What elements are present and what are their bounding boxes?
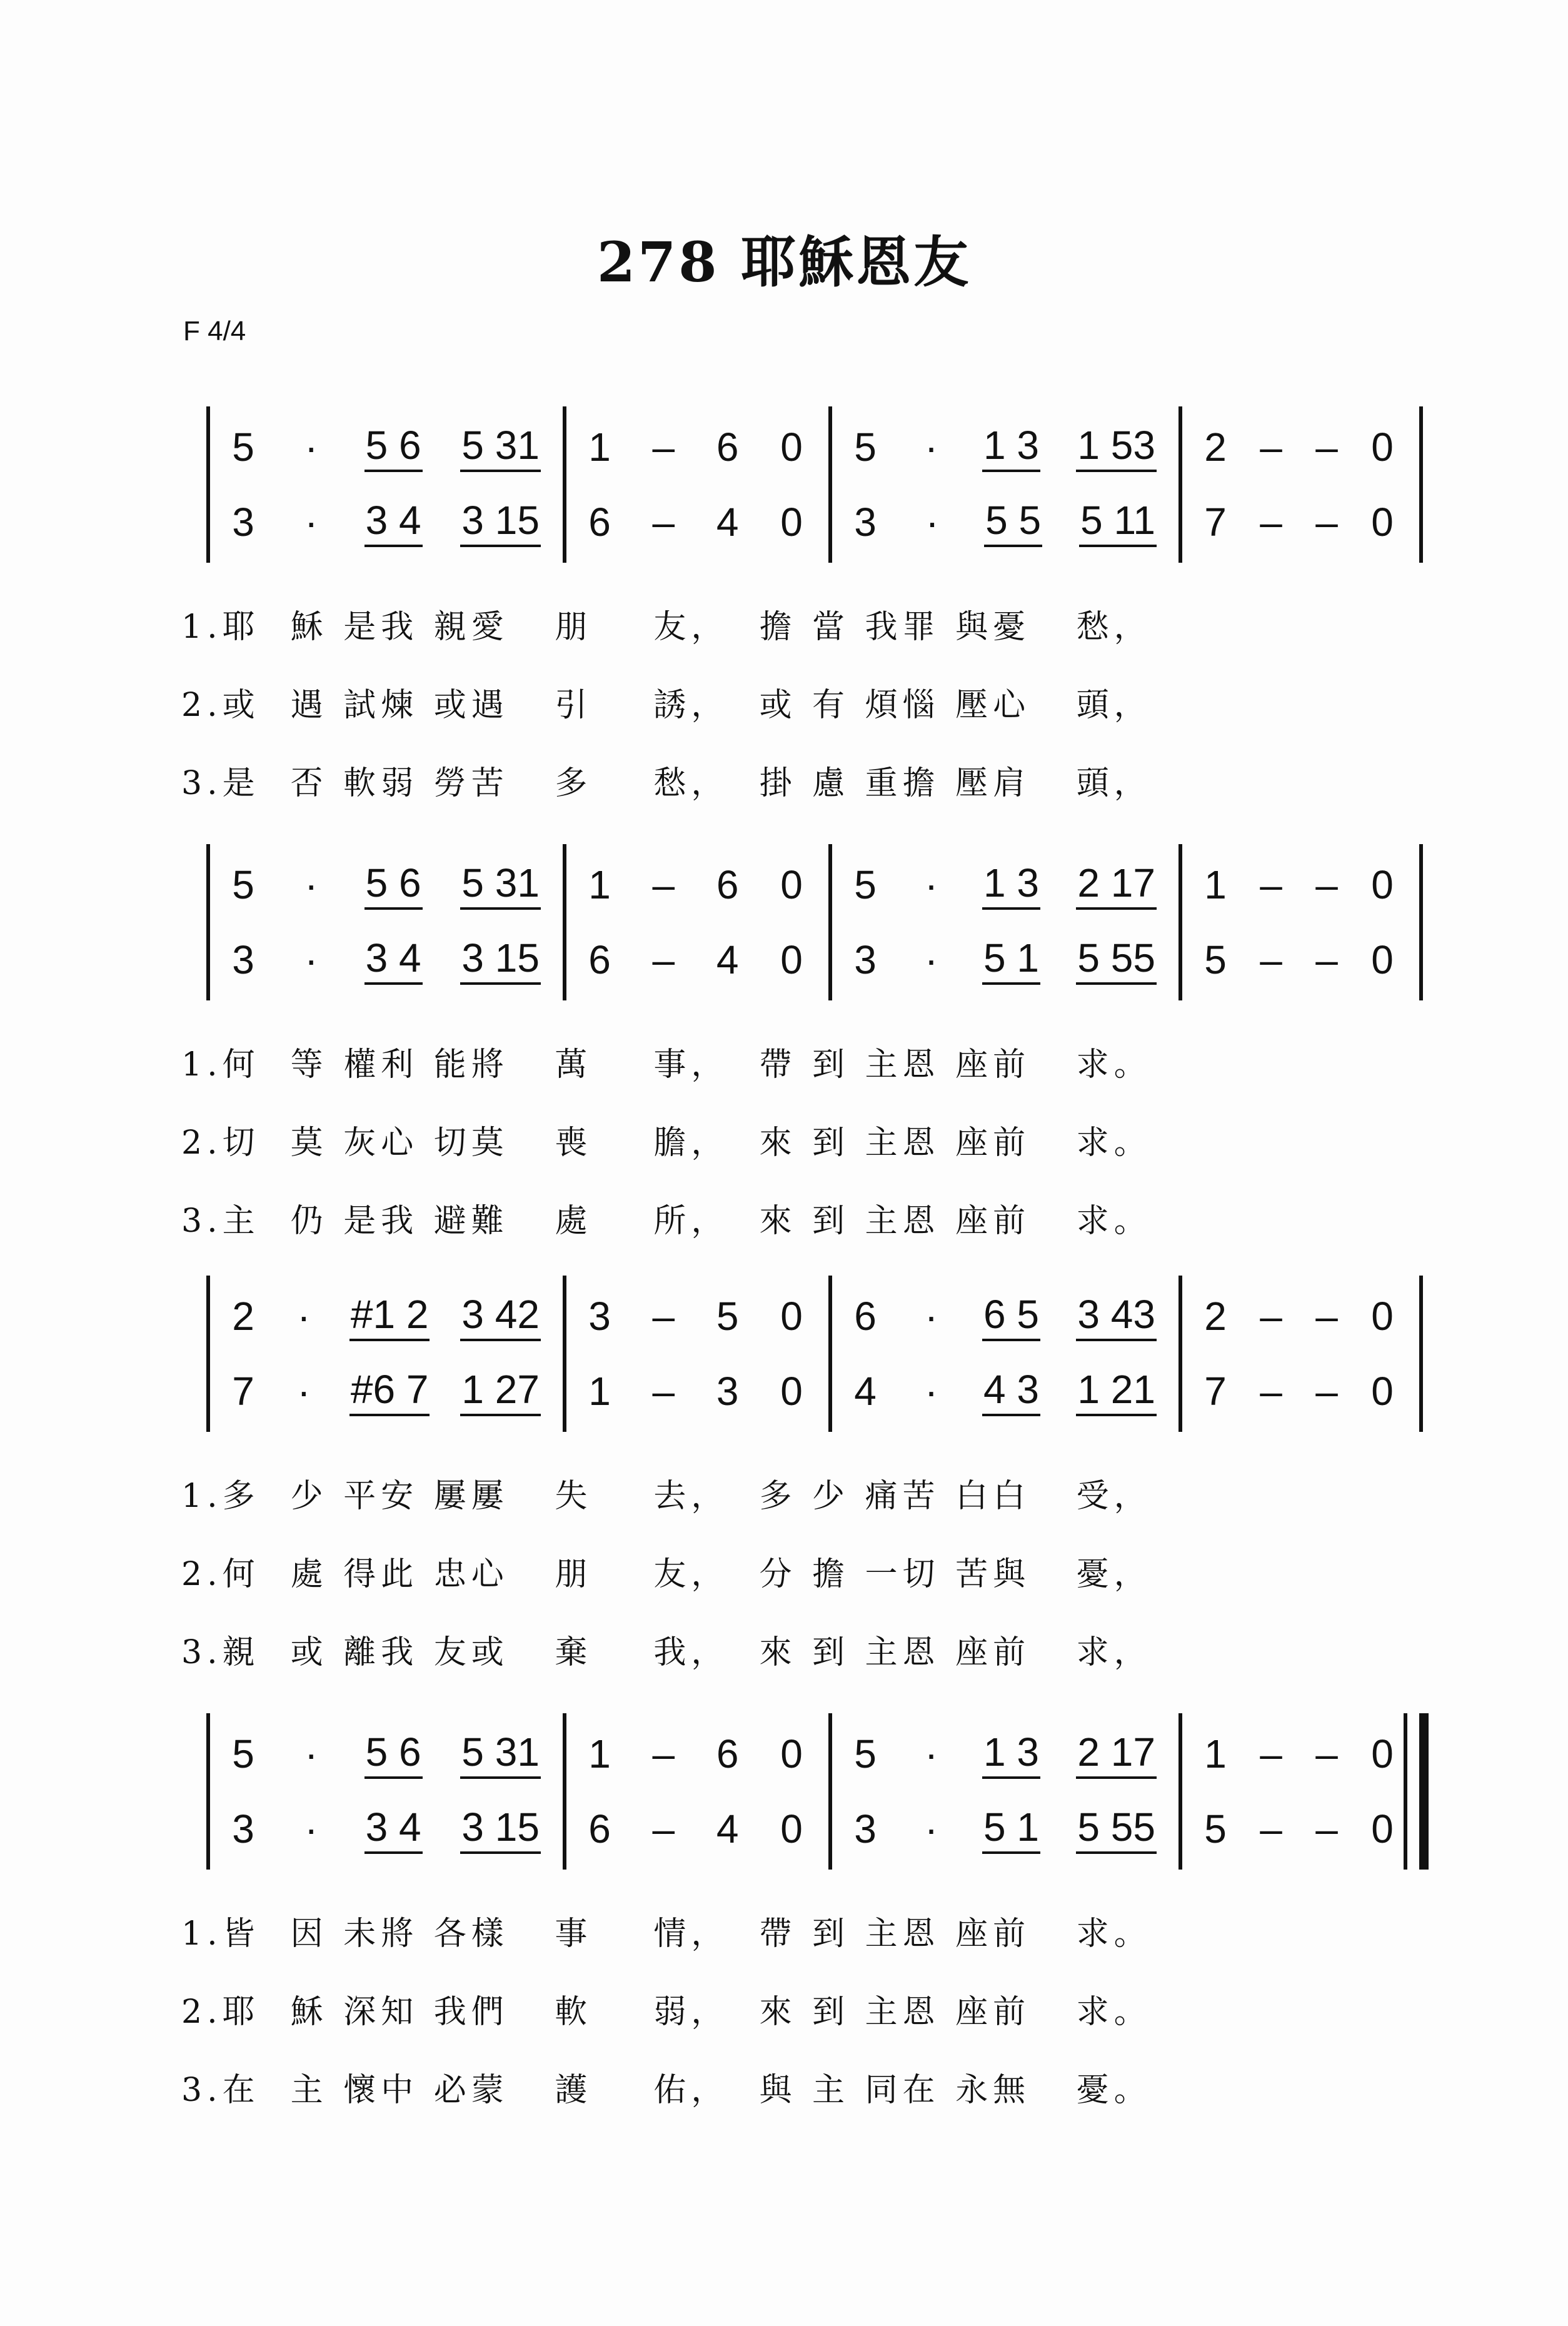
score-system: [0, 1701, 1568, 2326]
note: –: [652, 862, 675, 907]
note: 1: [1204, 862, 1227, 907]
note: –: [1315, 1806, 1338, 1851]
note: –: [1260, 1806, 1282, 1851]
note: 1: [588, 1731, 611, 1776]
note: 4: [716, 1806, 739, 1851]
upper-voice: [1200, 1288, 1397, 1344]
lower-voice: [585, 494, 807, 550]
note: 3 4: [364, 1804, 423, 1854]
measure: [1200, 413, 1397, 550]
note: –: [1260, 1731, 1282, 1776]
note: 3 42: [460, 1291, 541, 1341]
note: –: [1260, 425, 1282, 470]
note: 5: [716, 1294, 739, 1339]
note: ·: [304, 500, 318, 545]
note: –: [1260, 1294, 1282, 1339]
note: 1: [1204, 1731, 1227, 1776]
bar-line: [563, 406, 566, 563]
note: 0: [1371, 1731, 1394, 1776]
note: –: [652, 1731, 675, 1776]
note: #1 2: [349, 1291, 430, 1341]
lyric-line: 1.多 少 平安 屢屢 失 去， 多 少 痛苦 白白 受，: [181, 1478, 1152, 1515]
note: 5: [232, 862, 254, 907]
upper-voice: [585, 857, 807, 913]
note: 2: [232, 1294, 254, 1339]
note: ·: [304, 862, 318, 907]
lower-voice: [585, 1363, 807, 1419]
lyric-line: 1.耶 穌 是我 親愛 朋 友， 擔 當 我罪 與憂 愁，: [181, 608, 1152, 646]
key-time-signature: F 4/4: [183, 316, 246, 346]
note: 5: [854, 425, 877, 470]
note: ·: [924, 1369, 938, 1414]
bar-line: [1419, 1276, 1423, 1432]
note: 6: [588, 1806, 611, 1851]
measure: [228, 413, 541, 550]
note: 1 27: [460, 1366, 541, 1416]
upper-voice: [1200, 1726, 1397, 1782]
note: 3 15: [460, 935, 541, 985]
note: 0: [1371, 1369, 1394, 1414]
note: ·: [304, 425, 318, 470]
note: 1 3: [982, 422, 1040, 472]
note: 7: [1204, 1369, 1227, 1414]
note: 3: [716, 1369, 739, 1414]
note: 3 4: [364, 935, 423, 985]
lower-voice: [228, 932, 541, 988]
measure: [850, 1282, 1157, 1419]
note: 2: [1204, 1294, 1227, 1339]
note: 7: [232, 1369, 254, 1414]
note: 5 6: [364, 1729, 423, 1779]
note: 3: [854, 500, 877, 545]
note: 5 31: [460, 1729, 541, 1779]
note: 1: [588, 1369, 611, 1414]
note: –: [1260, 1369, 1282, 1414]
note: 3 15: [460, 497, 541, 547]
note: 2 17: [1076, 860, 1157, 910]
note: 5 55: [1076, 1804, 1157, 1854]
note: 3: [854, 937, 877, 982]
note: –: [1315, 1731, 1338, 1776]
note: –: [1315, 937, 1338, 982]
measure: [850, 413, 1157, 550]
note: 1 3: [982, 1729, 1040, 1779]
note: 5 6: [364, 422, 423, 472]
note: ·: [924, 937, 938, 982]
measure: [585, 850, 807, 988]
bar-line: [1179, 844, 1182, 1000]
note: ·: [304, 1731, 318, 1776]
note: 5 31: [460, 860, 541, 910]
note: 5: [232, 425, 254, 470]
lower-voice: [1200, 494, 1397, 550]
note: 6: [588, 500, 611, 545]
note: 5: [232, 1731, 254, 1776]
bar-line: [563, 1276, 566, 1432]
note: 3 4: [364, 497, 423, 547]
lower-voice: [850, 1801, 1157, 1857]
note: 0: [1371, 862, 1394, 907]
note: ·: [925, 500, 939, 545]
note: –: [1315, 500, 1338, 545]
note: 3: [232, 500, 254, 545]
note: 4 3: [982, 1366, 1040, 1416]
bar-line: [563, 844, 566, 1000]
lyric-line: 3.主 仍 是我 避難 處 所， 來 到 主恩 座前 求。: [181, 1202, 1152, 1240]
note: –: [1260, 500, 1282, 545]
note: 5 31: [460, 422, 541, 472]
note: –: [652, 1294, 675, 1339]
lower-voice: [585, 932, 807, 988]
bar-line: [206, 1276, 210, 1432]
note: 5: [854, 862, 877, 907]
lyric-line: 2.切 莫 灰心 切莫 喪 膽， 來 到 主恩 座前 求。: [181, 1124, 1152, 1162]
bar-line: [206, 1713, 210, 1870]
note: –: [1315, 862, 1338, 907]
upper-voice: [850, 857, 1157, 913]
note: 5 55: [1076, 935, 1157, 985]
note: ·: [304, 1806, 318, 1851]
note: 0: [1371, 1806, 1394, 1851]
note: –: [652, 500, 675, 545]
upper-voice: [585, 1288, 807, 1344]
bar-line: [1179, 1276, 1182, 1432]
measure: [850, 1719, 1157, 1857]
note: 0: [1371, 1294, 1394, 1339]
bar-line: [1419, 844, 1423, 1000]
note: 5: [1204, 937, 1227, 982]
note: 3: [232, 1806, 254, 1851]
measure: [228, 850, 541, 988]
bar-line: [828, 1713, 832, 1870]
note: 1 21: [1076, 1366, 1157, 1416]
note: 7: [1204, 500, 1227, 545]
upper-voice: [585, 1726, 807, 1782]
bar-line: [1419, 406, 1423, 563]
upper-voice: [1200, 419, 1397, 475]
upper-voice: [850, 419, 1157, 475]
note: ·: [924, 1806, 938, 1851]
lower-voice: [228, 1363, 541, 1419]
note: 0: [780, 500, 803, 545]
lyric-line: 1.皆 因 未將 各樣 事 情， 帶 到 主恩 座前 求。: [181, 1915, 1152, 1953]
note: ·: [924, 862, 938, 907]
note: ·: [924, 425, 938, 470]
note: 0: [1371, 425, 1394, 470]
lyric-line: 2.何 處 得此 忠心 朋 友， 分 擔 一切 苦與 憂，: [181, 1556, 1152, 1593]
measure: [585, 1282, 807, 1419]
lower-voice: [850, 494, 1157, 550]
note: 4: [854, 1369, 877, 1414]
lyric-line: 2.耶 穌 深知 我們 軟 弱， 來 到 主恩 座前 求。: [181, 1993, 1152, 2031]
note: 5 11: [1079, 497, 1157, 547]
lower-voice: [585, 1801, 807, 1857]
note: ·: [297, 1294, 311, 1339]
hymn-title: 278 耶穌恩友: [596, 229, 972, 295]
upper-voice: [228, 857, 541, 913]
note: ·: [304, 937, 318, 982]
note: 0: [780, 1294, 803, 1339]
note: –: [652, 937, 675, 982]
bar-line: [563, 1713, 566, 1870]
note: –: [652, 1806, 675, 1851]
note: 5 1: [982, 935, 1040, 985]
measure: [228, 1282, 541, 1419]
measure: [228, 1719, 541, 1857]
note: 6: [588, 937, 611, 982]
lower-voice: [228, 494, 541, 550]
lyric-line: 3.親 或 離我 友或 棄 我， 來 到 主恩 座前 求，: [181, 1634, 1152, 1671]
note: 5 6: [364, 860, 423, 910]
upper-voice: [228, 1726, 541, 1782]
note: 6: [854, 1294, 877, 1339]
note: 1 53: [1076, 422, 1157, 472]
lower-voice: [1200, 1801, 1397, 1857]
note: 5 1: [982, 1804, 1040, 1854]
bar-line: [206, 844, 210, 1000]
note: –: [1315, 1294, 1338, 1339]
bar-line: [828, 1276, 832, 1432]
upper-voice: [228, 419, 541, 475]
note: 0: [1371, 937, 1394, 982]
lyric-line: 3.是 否 軟弱 勞苦 多 愁， 掛 慮 重擔 壓肩 頭，: [181, 765, 1152, 802]
note: 4: [716, 500, 739, 545]
bar-line: [1419, 1713, 1429, 1870]
note: 0: [780, 1731, 803, 1776]
note: 0: [780, 937, 803, 982]
note: 0: [780, 425, 803, 470]
upper-voice: [850, 1288, 1157, 1344]
note: 2: [1204, 425, 1227, 470]
note: ·: [297, 1369, 311, 1414]
upper-voice: [228, 1288, 541, 1344]
note: 5: [854, 1731, 877, 1776]
measure: [585, 413, 807, 550]
note: 0: [780, 1369, 803, 1414]
note: 0: [780, 1806, 803, 1851]
note: ·: [924, 1731, 938, 1776]
measure: [1200, 1282, 1397, 1419]
bar-line: [1179, 1713, 1182, 1870]
note: 6: [716, 425, 739, 470]
note: 1 3: [982, 860, 1040, 910]
note: 3 15: [460, 1804, 541, 1854]
note: 4: [716, 937, 739, 982]
lyric-line: 2.或 遇 試煉 或遇 引 誘， 或 有 煩惱 壓心 頭，: [181, 687, 1152, 724]
bar-line: [1179, 406, 1182, 563]
note: 3: [232, 937, 254, 982]
note: 3: [854, 1806, 877, 1851]
note: –: [1260, 937, 1282, 982]
upper-voice: [585, 419, 807, 475]
lower-voice: [850, 1363, 1157, 1419]
note: 0: [780, 862, 803, 907]
lyric-line: 3.在 主 懷中 必蒙 護 佑， 與 主 同在 永無 憂。: [181, 2072, 1152, 2109]
note: 2 17: [1076, 1729, 1157, 1779]
note: 5 5: [984, 497, 1042, 547]
lower-voice: [1200, 1363, 1397, 1419]
lower-voice: [850, 932, 1157, 988]
measure: [850, 850, 1157, 988]
note: 3 43: [1076, 1291, 1157, 1341]
bar-line: [206, 406, 210, 563]
measure: [585, 1719, 807, 1857]
final-bar-line: [1404, 1713, 1407, 1870]
bar-line: [828, 406, 832, 563]
lower-voice: [1200, 932, 1397, 988]
lower-voice: [228, 1801, 541, 1857]
upper-voice: [850, 1726, 1157, 1782]
note: 0: [1371, 500, 1394, 545]
note: 5: [1204, 1806, 1227, 1851]
note: #6 7: [349, 1366, 430, 1416]
lyric-line: 1.何 等 權利 能將 萬 事， 帶 到 主恩 座前 求。: [181, 1046, 1152, 1084]
note: –: [1260, 862, 1282, 907]
bar-line: [828, 844, 832, 1000]
note: ·: [924, 1294, 938, 1339]
upper-voice: [1200, 857, 1397, 913]
note: 6 5: [982, 1291, 1040, 1341]
measure: [1200, 1719, 1397, 1857]
note: –: [652, 1369, 675, 1414]
note: –: [1315, 1369, 1338, 1414]
note: –: [1315, 425, 1338, 470]
measure: [1200, 850, 1397, 988]
note: 1: [588, 862, 611, 907]
note: 3: [588, 1294, 611, 1339]
note: –: [652, 425, 675, 470]
note: 6: [716, 862, 739, 907]
note: 1: [588, 425, 611, 470]
note: 6: [716, 1731, 739, 1776]
